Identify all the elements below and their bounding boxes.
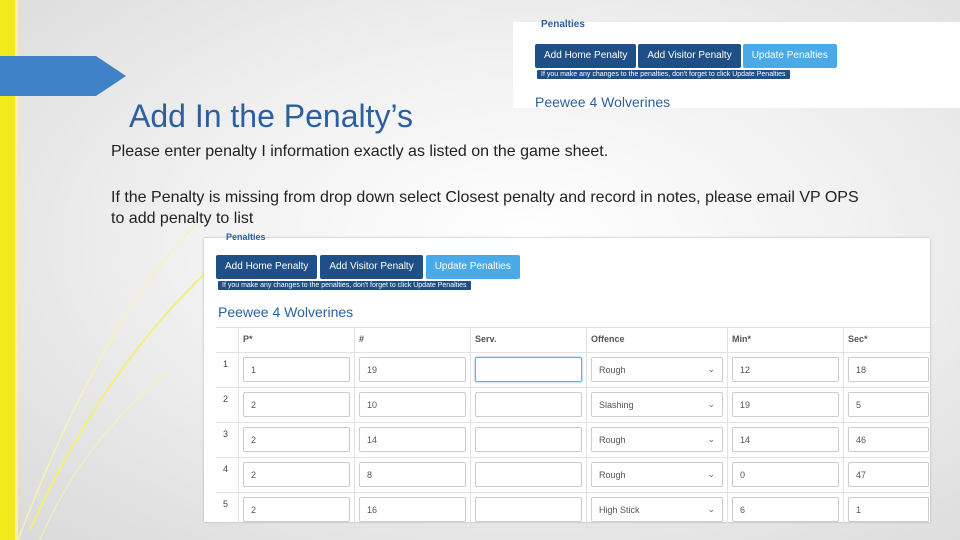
chevron-down-icon: ⌄: [707, 504, 715, 514]
offence-value: Rough: [599, 435, 626, 445]
column-header-period: P*: [238, 328, 354, 352]
column-header-minutes: Min*: [727, 328, 843, 352]
seconds-input[interactable]: 1: [848, 497, 929, 522]
seconds-input[interactable]: 46: [848, 427, 929, 452]
penalties-header: Penalties: [226, 232, 266, 242]
update-penalties-button[interactable]: Update Penalties: [426, 255, 520, 279]
offence-value: Slashing: [599, 400, 634, 410]
column-header-number: #: [354, 328, 470, 352]
penalties-header: Penalties: [541, 19, 585, 30]
row-number: 4: [223, 464, 229, 474]
penalty-table: [216, 327, 933, 528]
penalties-screenshot-top: [513, 19, 960, 110]
table-row: [216, 388, 933, 423]
column-header-seconds: Sec*: [843, 328, 933, 352]
seconds-input[interactable]: 5: [848, 392, 929, 417]
row-number: 5: [223, 499, 229, 509]
seconds-input[interactable]: 18: [848, 357, 929, 382]
minutes-input[interactable]: 19: [732, 392, 839, 417]
seconds-input[interactable]: 47: [848, 462, 929, 487]
table-row: [216, 493, 933, 528]
table-row: [216, 458, 933, 493]
instruction-text-2: If the Penalty is missing from drop down select Closest penalty and record in notes, please email VP OPS to add penalty to list: [111, 189, 859, 227]
column-header-offence: Offence: [586, 328, 727, 352]
period-input[interactable]: 2: [243, 392, 350, 417]
minutes-input[interactable]: 14: [732, 427, 839, 452]
offence-value: High Stick: [599, 505, 640, 515]
update-penalties-button[interactable]: Update Penalties: [743, 44, 837, 68]
update-warning-badge: If you make any changes to the penalties, don't forget to click Update Penalties: [218, 281, 471, 290]
add-home-penalty-button[interactable]: Add Home Penalty: [535, 44, 636, 68]
minutes-input[interactable]: 6: [732, 497, 839, 522]
offence-value: Rough: [599, 365, 626, 375]
update-warning-badge: If you make any changes to the penalties, don't forget to click Update Penalties: [537, 70, 790, 79]
add-visitor-penalty-button[interactable]: Add Visitor Penalty: [638, 44, 740, 68]
period-input[interactable]: 2: [243, 462, 350, 487]
penalty-button-group: [216, 255, 520, 279]
offence-select[interactable]: [591, 462, 723, 487]
table-header-row: [216, 328, 933, 353]
row-number: 2: [223, 394, 229, 404]
minutes-input[interactable]: 12: [732, 357, 839, 382]
table-row: [216, 423, 933, 458]
add-home-penalty-button[interactable]: Add Home Penalty: [216, 255, 317, 279]
arrow-banner-tip: [96, 56, 126, 96]
offence-select[interactable]: [591, 427, 723, 452]
offence-select[interactable]: [591, 497, 723, 522]
column-header-index: [216, 328, 238, 352]
offence-select[interactable]: [591, 392, 723, 417]
minutes-input[interactable]: 0: [732, 462, 839, 487]
column-header-served: Serv.: [470, 328, 586, 352]
period-input[interactable]: 2: [243, 427, 350, 452]
team-name: Peewee 4 Wolverines: [218, 304, 354, 320]
chevron-down-icon: ⌄: [707, 399, 715, 409]
served-by-input[interactable]: [475, 462, 582, 487]
row-number: 3: [223, 429, 229, 439]
penalties-screenshot-main: [204, 232, 930, 522]
arrow-banner: [0, 56, 96, 96]
served-by-input[interactable]: [475, 392, 582, 417]
served-by-input[interactable]: [475, 357, 582, 382]
team-name: Peewee 4 Wolverines: [535, 94, 671, 110]
served-by-input[interactable]: [475, 497, 582, 522]
player-number-input[interactable]: 16: [359, 497, 466, 522]
row-number: 1: [223, 359, 229, 369]
period-input[interactable]: 2: [243, 497, 350, 522]
player-number-input[interactable]: 19: [359, 357, 466, 382]
player-number-input[interactable]: 10: [359, 392, 466, 417]
chevron-down-icon: ⌄: [707, 434, 715, 444]
chevron-down-icon: ⌄: [707, 469, 715, 479]
slide-title: Add In the Penalty’s: [129, 98, 414, 134]
period-input[interactable]: 1: [243, 357, 350, 382]
player-number-input[interactable]: 8: [359, 462, 466, 487]
player-number-input[interactable]: 14: [359, 427, 466, 452]
chevron-down-icon: ⌄: [707, 364, 715, 374]
served-by-input[interactable]: [475, 427, 582, 452]
penalty-button-group: [535, 44, 837, 68]
table-row: [216, 353, 933, 388]
add-visitor-penalty-button[interactable]: Add Visitor Penalty: [320, 255, 422, 279]
offence-select[interactable]: [591, 357, 723, 382]
offence-value: Rough: [599, 470, 626, 480]
instruction-text: Please enter penalty I information exactly as listed on the game sheet.: [111, 143, 609, 160]
